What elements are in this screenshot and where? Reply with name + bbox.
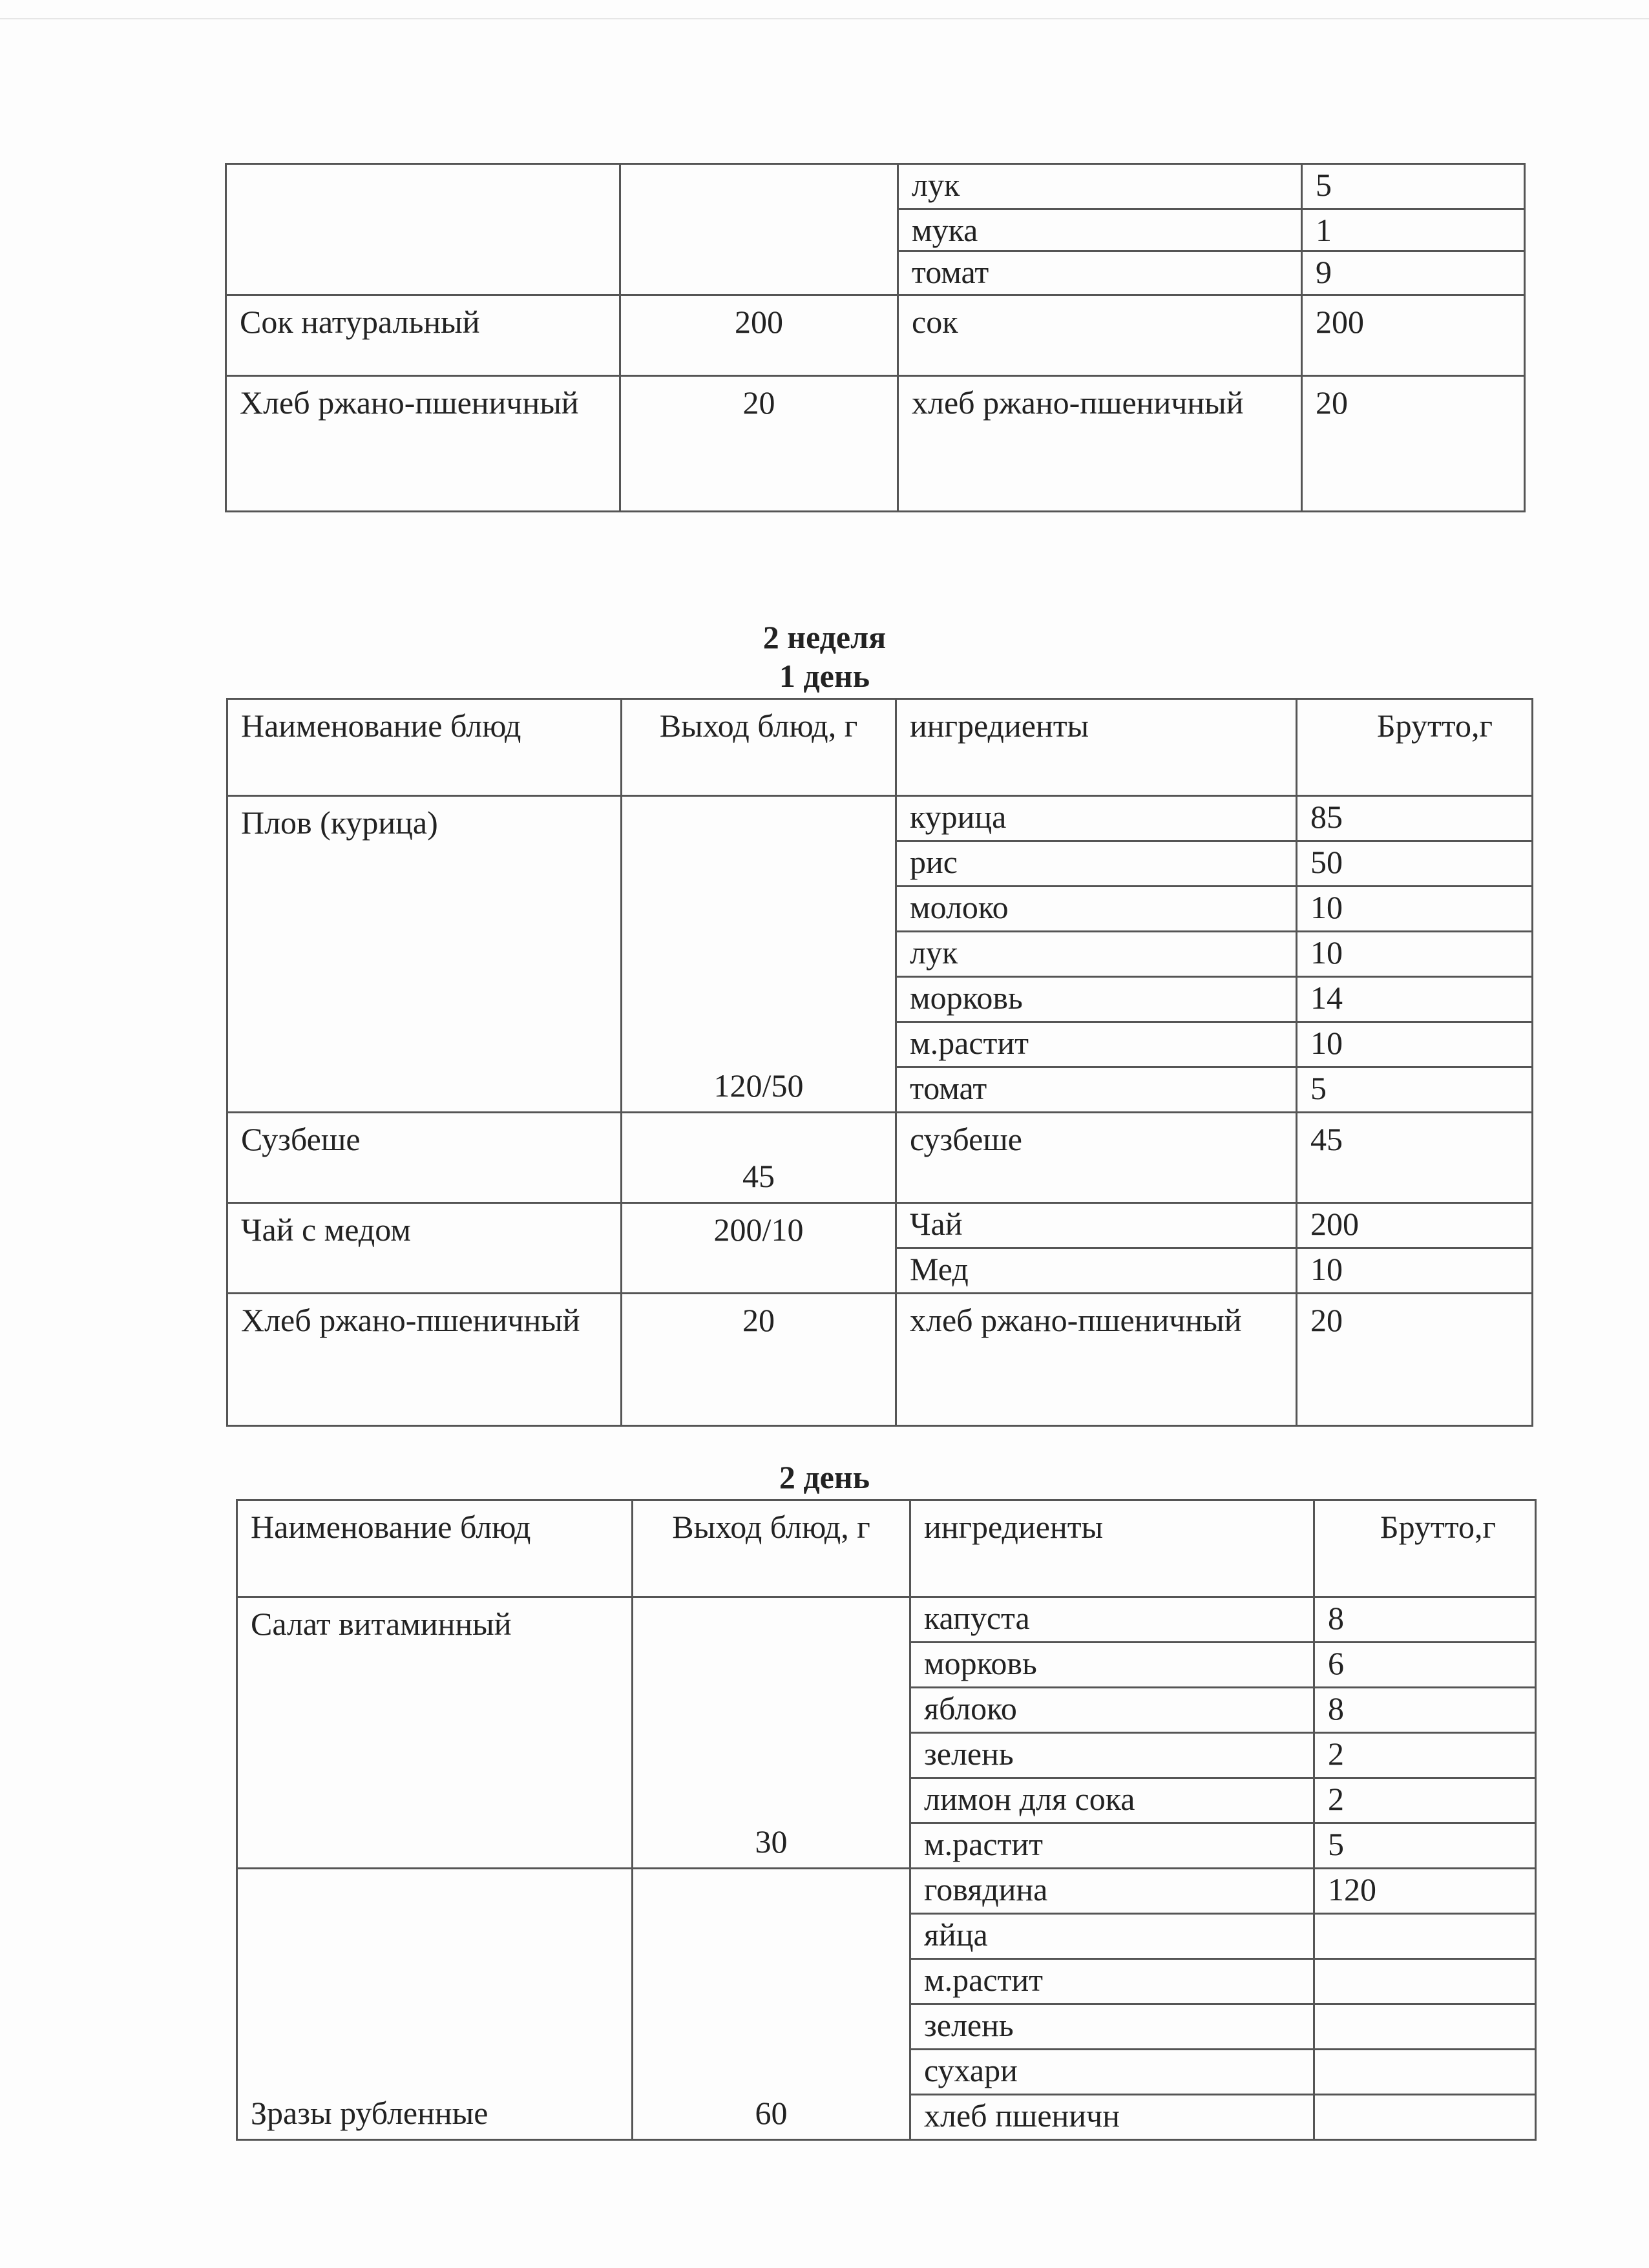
ingredient-gross: 2 bbox=[1314, 1778, 1536, 1823]
scan-edge-line bbox=[0, 18, 1649, 19]
ingredient-name: морковь bbox=[910, 1643, 1314, 1688]
ingredient-gross: 5 bbox=[1302, 164, 1525, 209]
ingredient-gross: 5 bbox=[1297, 1067, 1533, 1113]
ingredient-gross: 10 bbox=[1297, 932, 1533, 977]
ingredient-gross: 1 bbox=[1302, 209, 1525, 251]
ingredient-gross: 10 bbox=[1297, 887, 1533, 932]
ingredient-name: лук bbox=[896, 932, 1297, 977]
dish-yield-cell: 120/50 bbox=[622, 796, 896, 1113]
ingredient-name: рис bbox=[896, 841, 1297, 887]
ingredient-name: лимон для сока bbox=[910, 1778, 1314, 1823]
ingredient-name: м.растит bbox=[910, 1959, 1314, 2004]
dish-yield-cell: 200/10 bbox=[622, 1203, 896, 1294]
menu-table-day1 bbox=[226, 698, 1533, 1427]
ingredient-gross: 6 bbox=[1314, 1643, 1536, 1688]
ingredient-gross: 9 bbox=[1302, 251, 1525, 295]
ingredient-name: говядина bbox=[910, 1869, 1314, 1914]
header-dish-name: Наименование блюд bbox=[237, 1500, 633, 1597]
header-yield: Выход блюд, г bbox=[633, 1500, 910, 1597]
ingredient-gross: 2 bbox=[1314, 1733, 1536, 1778]
ingredient-gross: 20 bbox=[1302, 376, 1525, 512]
ingredient-name: сухари bbox=[910, 2050, 1314, 2095]
ingredient-gross: 14 bbox=[1297, 977, 1533, 1022]
dish-yield-cell bbox=[620, 164, 898, 295]
ingredient-gross: 85 bbox=[1297, 796, 1533, 841]
ingredient-name: курица bbox=[896, 796, 1297, 841]
ingredient-name: зелень bbox=[910, 2004, 1314, 2050]
ingredient-gross: 200 bbox=[1302, 295, 1525, 376]
header-ingredients: ингредиенты bbox=[910, 1500, 1314, 1597]
ingredient-name: томат bbox=[896, 1067, 1297, 1113]
dish-yield-cell: 45 bbox=[622, 1113, 896, 1203]
ingredient-gross bbox=[1314, 1959, 1536, 2004]
day2-heading: 2 день bbox=[779, 1459, 870, 1495]
dish-name-cell: Зразы рубленные bbox=[237, 1869, 633, 2140]
header-yield: Выход блюд, г bbox=[622, 699, 896, 796]
dish-name-cell: Хлеб ржано-пшеничный bbox=[226, 376, 620, 512]
ingredient-name: лук bbox=[898, 164, 1302, 209]
header-gross: Брутто,г bbox=[1314, 1500, 1536, 1597]
ingredient-gross: 5 bbox=[1314, 1823, 1536, 1869]
ingredient-gross bbox=[1314, 2004, 1536, 2050]
ingredient-gross: 20 bbox=[1297, 1294, 1533, 1426]
dish-yield-cell: 200 bbox=[620, 295, 898, 376]
ingredient-name: яблоко bbox=[910, 1688, 1314, 1733]
ingredient-name: хлеб пшеничн bbox=[910, 2095, 1314, 2140]
ingredient-gross: 120 bbox=[1314, 1869, 1536, 1914]
ingredient-name: зелень bbox=[910, 1733, 1314, 1778]
ingredient-name: м.растит bbox=[896, 1022, 1297, 1067]
dish-name-cell: Хлеб ржано-пшеничный bbox=[227, 1294, 622, 1426]
header-dish-name: Наименование блюд bbox=[227, 699, 622, 796]
dish-yield-cell: 60 bbox=[633, 1869, 910, 2140]
ingredient-name: хлеб ржано-пшеничный bbox=[898, 376, 1302, 512]
ingredient-gross: 10 bbox=[1297, 1248, 1533, 1294]
ingredient-gross: 45 bbox=[1297, 1113, 1533, 1203]
dish-name-cell: Сок натуральный bbox=[226, 295, 620, 376]
ingredient-gross bbox=[1314, 2095, 1536, 2140]
dish-name-cell: Сузбеше bbox=[227, 1113, 622, 1203]
dish-name-cell: Салат витаминный bbox=[237, 1597, 633, 1869]
ingredient-name: томат bbox=[898, 251, 1302, 295]
dish-name-cell: Чай с медом bbox=[227, 1203, 622, 1294]
ingredient-gross: 50 bbox=[1297, 841, 1533, 887]
day1-heading: 1 день bbox=[779, 658, 870, 694]
header-ingredients: ингредиенты bbox=[896, 699, 1297, 796]
ingredient-name: молоко bbox=[896, 887, 1297, 932]
ingredient-name: Мед bbox=[896, 1248, 1297, 1294]
ingredient-gross bbox=[1314, 2050, 1536, 2095]
ingredient-gross: 10 bbox=[1297, 1022, 1533, 1067]
ingredient-gross bbox=[1314, 1914, 1536, 1959]
menu-table-day2 bbox=[236, 1499, 1537, 2141]
ingredient-gross: 8 bbox=[1314, 1688, 1536, 1733]
ingredient-gross: 8 bbox=[1314, 1597, 1536, 1643]
dish-yield-cell: 30 bbox=[633, 1597, 910, 1869]
ingredient-name: сузбеше bbox=[896, 1113, 1297, 1203]
dish-yield-cell: 20 bbox=[622, 1294, 896, 1426]
dish-name-cell bbox=[226, 164, 620, 295]
ingredient-name: морковь bbox=[896, 977, 1297, 1022]
menu-table-continuation bbox=[225, 163, 1526, 512]
header-gross: Брутто,г bbox=[1297, 699, 1533, 796]
ingredient-name: яйца bbox=[910, 1914, 1314, 1959]
ingredient-name: мука bbox=[898, 209, 1302, 251]
ingredient-name: капуста bbox=[910, 1597, 1314, 1643]
ingredient-name: Чай bbox=[896, 1203, 1297, 1248]
ingredient-name: сок bbox=[898, 295, 1302, 376]
week-heading: 2 неделя bbox=[762, 619, 887, 655]
dish-name-cell: Плов (курица) bbox=[227, 796, 622, 1113]
ingredient-gross: 200 bbox=[1297, 1203, 1533, 1248]
dish-yield-cell: 20 bbox=[620, 376, 898, 512]
ingredient-name: м.растит bbox=[910, 1823, 1314, 1869]
ingredient-name: хлеб ржано-пшеничный bbox=[896, 1294, 1297, 1426]
